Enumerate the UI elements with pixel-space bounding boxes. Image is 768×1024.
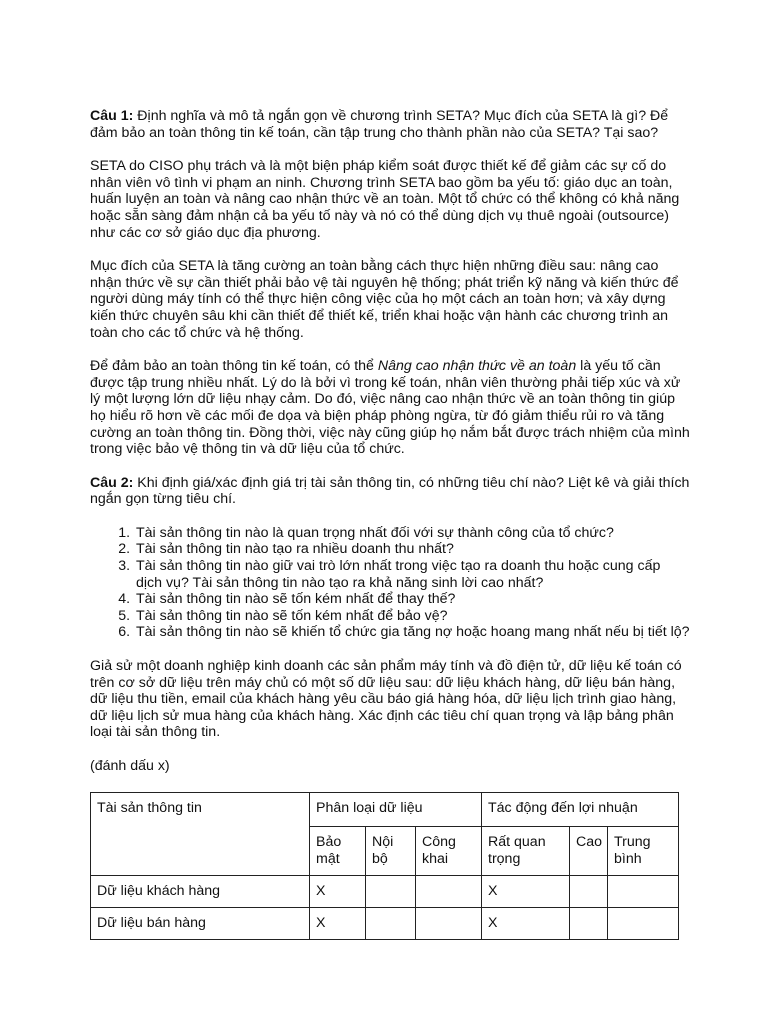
criteria-list: [90, 525, 690, 641]
subheader-cell: Nội bộ: [366, 826, 416, 875]
table-cell: [366, 875, 416, 907]
table-header-row: [91, 792, 679, 826]
answer-1-p3-end: là yếu tố cần được tập trung nhiều nhất. Lý do là bởi vì trong kế toán, nhân viên thường phải tiếp xúc và xử lý một lượng lớn dữ liệu nhạy cảm. Do đó, việc nâng cao nhận thức về an toàn thông tin giúp họ hiểu rõ hơn về các mối đe dọa và biện pháp phòng ngừa, từ đó giảm thiểu rủi ro và tăng cường an toàn thông tin. Đồng thời, việc này cũng giúp họ nắm bắt được trách nhiệm của mình trong việc bảo vệ thông tin và dữ liệu của tổ chức.: [90, 358, 690, 458]
header-impact: Tác động đến lợi nhuận: [482, 792, 679, 826]
criteria-item: 3. Tài sản thông tin nào giữ vai trò lớn nhất trong việc tạo ra doanh thu hoặc cung cấp dịch vụ? Tài sản thông tin nào tạo ra khả năng sinh lời cao nhất?: [134, 558, 690, 591]
table-cell: [366, 907, 416, 939]
header-asset: Tài sản thông tin: [91, 792, 310, 875]
criteria-item: 6. Tài sản thông tin nào sẽ khiến tổ chức gia tăng nợ hoặc hoang mang nhất nếu bị tiết lộ?: [134, 624, 690, 641]
table-cell: [608, 875, 679, 907]
table-cell: X: [310, 875, 366, 907]
table-cell: [608, 907, 679, 939]
subheader-cell: Công khai: [416, 826, 482, 875]
question-1-text: Định nghĩa và mô tả ngắn gọn về chương trình SETA? Mục đích của SETA là gì? Để đảm bảo an toàn thông tin kế toán, cần tập trung cho thành phần nào của SETA? Tại sao?: [90, 108, 669, 141]
table-row: [91, 875, 679, 907]
answer-1-p3-emphasis: Nâng cao nhận thức về an toàn: [377, 358, 577, 375]
criteria-item: 4. Tài sản thông tin nào sẽ tốn kém nhất để thay thế?: [134, 591, 690, 608]
subheader-cell: Bảo mật: [310, 826, 366, 875]
asset-name-cell: Dữ liệu bán hàng: [91, 907, 310, 939]
table-cell: X: [482, 875, 570, 907]
table-cell: [570, 875, 608, 907]
criteria-item: 5. Tài sản thông tin nào sẽ tốn kém nhất để bảo vệ?: [134, 608, 690, 625]
subheader-cell: Cao: [570, 826, 608, 875]
criteria-item: 2. Tài sản thông tin nào tạo ra nhiều doanh thu nhất?: [134, 541, 690, 558]
subheader-cell: Rất quan trọng: [482, 826, 570, 875]
question-1-label: Câu 1:: [90, 108, 134, 124]
subheader-cell: Trung bình: [608, 826, 679, 875]
answer-1-paragraph-2: Mục đích của SETA là tăng cường an toàn bằng cách thực hiện những điều sau: nâng cao nhận thức về sự cần thiết phải bảo vệ tài nguyên hệ thống; phát triển kỹ năng và kiến thức để người dùng máy tính có thể thực hiện công việc của họ một cách an toàn hơn; và xây dựng kiến thức chuyên sâu khi cần thiết để thiết kế, triển khai hoặc vận hành các chương trình an toàn cho các tổ chức và hệ thống.: [90, 258, 679, 341]
table-cell: X: [310, 907, 366, 939]
scenario-paragraph: Giả sử một doanh nghiệp kinh doanh các sản phẩm máy tính và đồ điện tử, dữ liệu kế toán có trên cơ sở dữ liệu trên máy chủ có một số dữ liệu sau: dữ liệu khách hàng, dữ liệu bán hàng, dữ liệu thu tiền, email của khách hàng yêu cầu báo giá hàng hóa, dữ liệu lịch trình giao hàng, dữ liệu lịch sử mua hàng của khách hàng. Xác định các tiêu chí quan trọng và lập bảng phân loại tài sản thông tin.: [90, 658, 682, 741]
mark-note: (đánh dấu x): [90, 758, 170, 774]
question-1: [90, 108, 690, 141]
header-classification: Phân loại dữ liệu: [310, 792, 482, 826]
criteria-item: 1. Tài sản thông tin nào là quan trọng nhất đối với sự thành công của tổ chức?: [134, 525, 690, 542]
table-cell: X: [482, 907, 570, 939]
table-cell: [416, 907, 482, 939]
answer-1-paragraph-1: SETA do CISO phụ trách và là một biện pháp kiểm soát được thiết kế để giảm các sự cố do nhân viên vô tình vi phạm an ninh. Chương trình SETA bao gồm ba yếu tố: giáo dục an toàn, huấn luyện an toàn và nâng cao nhận thức về an toàn. Một tổ chức có thể không có khả năng hoặc sẵn sàng đảm nhận cả ba yếu tố này và nó có thể dùng dịch vụ thuê ngoài (outsource) như các cơ sở giáo dục địa phương.: [90, 158, 680, 241]
asset-classification-table: [90, 792, 679, 940]
asset-name-cell: Dữ liệu khách hàng: [91, 875, 310, 907]
table-cell: [570, 907, 608, 939]
question-2-text: Khi định giá/xác định giá trị tài sản thông tin, có những tiêu chí nào? Liệt kê và giải thích ngắn gọn từng tiêu chí.: [90, 474, 690, 508]
table-row: [91, 907, 679, 939]
table-cell: [416, 875, 482, 907]
question-2: [90, 475, 690, 508]
answer-1-p3-start: Để đảm bảo an toàn thông tin kế toán, có thể: [90, 358, 378, 375]
question-2-label: Câu 2:: [90, 474, 134, 491]
answer-1-paragraph-3: [90, 358, 690, 458]
document-body: [90, 108, 690, 940]
